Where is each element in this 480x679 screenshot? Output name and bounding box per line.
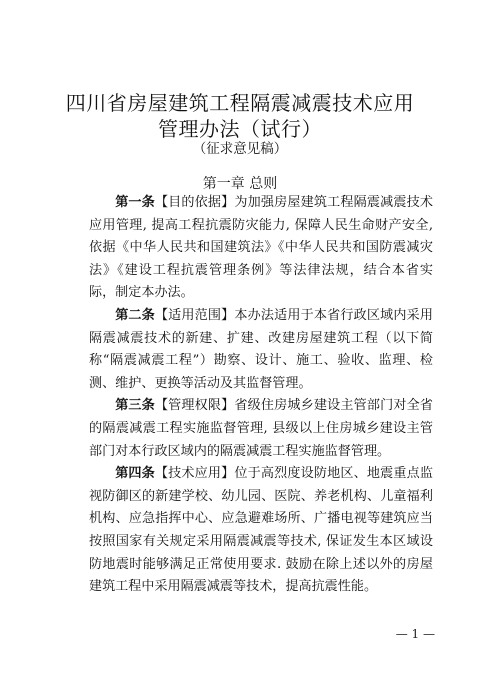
article-1-number: 第一条 — [115, 195, 155, 210]
article-3-number: 第三条 — [115, 398, 155, 414]
document-subtitle: （征求意见稿） — [192, 141, 288, 157]
article-3 — [89, 395, 433, 463]
document-title-line1: 四川省房屋建筑工程隔震减震技术应用 — [65, 91, 415, 115]
article-3-text: 【管理权限】省级住房城乡建设主管部门对全省的隔震减震工程实施监督管理, 县级以上住房城乡建设主管部门对本行政区域内的隔震减震工程实施监督管理。 — [89, 398, 434, 459]
article-2-text: 【适用范围】本办法适用于本省行政区域内采用隔震减震技术的新建、扩建、改建房屋建筑工程（以下简称“隔震减震工程”）勘察、设计、施工、验收、监理、检测、维护、更换等活动及其监督管理。 — [89, 307, 434, 391]
article-1-text: 【目的依据】为加强房屋建筑工程隔震减震技术应用管理, 提高工程抗震防灾能力, 保障人民生命财产安全, 依据《中华人民共和国建筑法》《中华人民共和国防震减灾法》《建设工程抗震管理条例》等法律法规，结合本省实际，制定本办法。 — [89, 195, 434, 301]
article-4-text: 【技术应用】位于高烈度设防地区、地震重点监视防御区的新建学校、幼儿园、医院、养老机构、儿童福利机构、应急指挥中心、应急避难场所、广播电视等建筑应当按照国家有关规定采用隔震减震等技术, 保证发生本区域设防地震时能够满足正常使用要求. 鼓励在除上述以外的房屋建筑工程中采用隔震减震等技术，提高抗震性能。 — [89, 466, 434, 595]
article-2 — [89, 305, 433, 395]
article-1 — [89, 192, 433, 305]
chapter-heading: 第一章 总则 — [202, 176, 278, 192]
document-title-line2: 管理办法（试行） — [158, 117, 322, 141]
article-4-number: 第四条 — [115, 466, 155, 482]
document-body — [89, 192, 433, 599]
page-number: — 1 — — [395, 627, 435, 641]
article-2-number: 第二条 — [115, 307, 155, 323]
article-4 — [89, 463, 433, 599]
